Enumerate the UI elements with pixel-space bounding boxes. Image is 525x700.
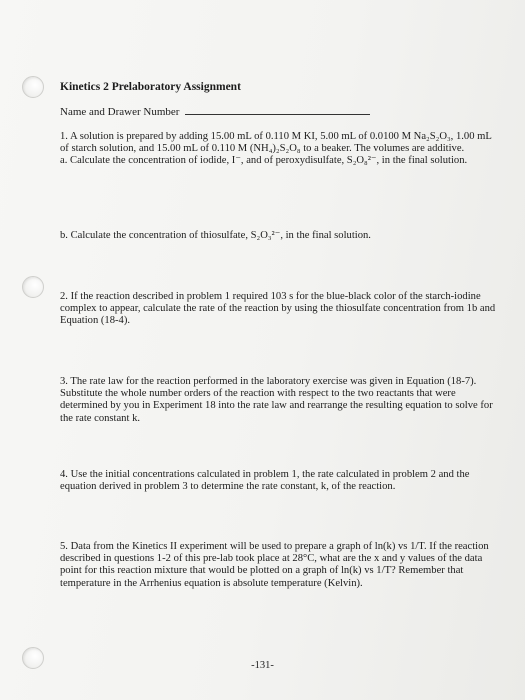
question-3: 3. The rate law for the reaction performed in the laboratory exercise was given in Equation (18-7). Substitute the whole number orders of the reaction with respect to the two reactants that were determined by you in Experiment 18 into the rate law and rearrange the resulting equation to solve for the rate constant k. [60, 376, 493, 424]
question-2: 2. If the reaction described in problem 1 required 103 s for the blue-black color of the starch-iodine complex to appear, calculate the rate of the reaction by using the thiosulfate concentration from 1b and Equation (18-4). [60, 291, 496, 327]
name-drawer-line [60, 106, 370, 118]
page-number: -131- [251, 660, 274, 671]
question-1b: b. Calculate the concentration of thiosulfate, S₂O₃²⁻, in the final solution. [60, 230, 371, 241]
question-1a: a. Calculate the concentration of iodide, I⁻, and of peroxydisulfate, S₂O₈²⁻, in the final solution. [60, 155, 468, 167]
page-title: Kinetics 2 Prelaboratory Assignment [60, 81, 241, 93]
name-label: Name and Drawer Number [60, 106, 180, 118]
question-1 [60, 131, 500, 168]
binder-hole-middle [22, 276, 44, 298]
name-blank-line [185, 106, 370, 115]
question-4: 4. Use the initial concentrations calculated in problem 1, the rate calculated in problem 2 and the equation derived in problem 3 to determine the rate constant, k, of the reaction. [60, 469, 470, 493]
question-1-text: 1. A solution is prepared by adding 15.00 mL of 0.110 M KI, 5.00 mL of 0.0100 M Na₂S₂O₃, 1.00 mL of starch solution, and 15.00 mL of 0.110 M (NH₄)₂S₂O₈ to a beaker. The volumes are additive. [60, 131, 492, 155]
binder-hole-top [22, 76, 44, 98]
question-5: 5. Data from the Kinetics II experiment will be used to prepare a graph of ln(k) vs 1/T. If the reaction described in questions 1-2 of this pre-lab took place at 28°C, what are the x and y values of the data point for this reaction mixture that would be plotted on a graph of ln(k) vs 1/T? Remember that temperature in the Arrhenius equation is absolute temperature (Kelvin). [60, 541, 489, 589]
